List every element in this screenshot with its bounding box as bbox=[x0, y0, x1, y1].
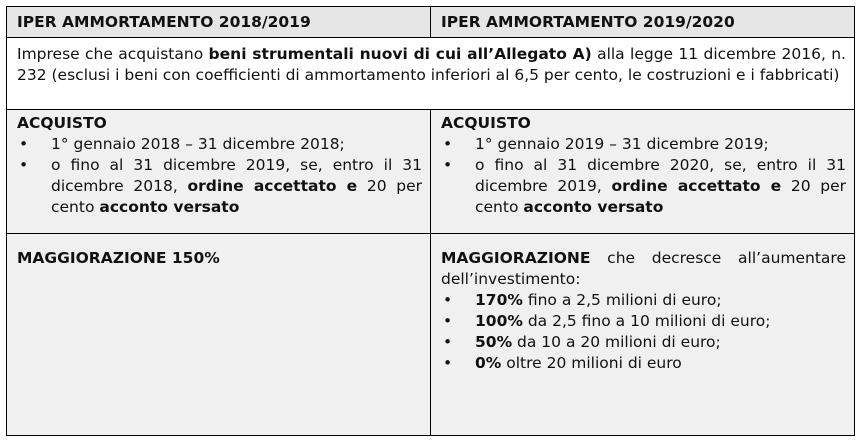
list-item bbox=[17, 155, 422, 218]
maggiorazione-right-desc-line bbox=[441, 248, 846, 290]
list-item bbox=[441, 353, 846, 374]
acquisto-right-item2-c: 20 per cento bbox=[475, 177, 846, 216]
acquisto-right-item2-b: ordine accettato e bbox=[611, 177, 782, 195]
acquisto-right-cell bbox=[431, 110, 855, 234]
acquisto-right-list bbox=[441, 134, 846, 218]
rate-value: 170% bbox=[475, 291, 523, 309]
acquisto-right-item2-d: acconto versato bbox=[523, 198, 664, 216]
acquisto-left-title: ACQUISTO bbox=[17, 114, 107, 132]
acquisto-right-item2-a: o fino al 31 dicembre 2020, se, entro il 31 dicembre 2019, bbox=[475, 156, 846, 195]
list-item bbox=[17, 134, 422, 155]
intro-row bbox=[7, 38, 855, 110]
intro-text-2: alla legge 11 dicembre 2016, n. 232 (esclusi i beni con coefficienti di ammortamento inferiori al 6,5 per cento, le costruzioni e i fabbricati) bbox=[17, 45, 846, 84]
acquisto-right-item1: 1° gennaio 2019 – 31 dicembre 2019; bbox=[475, 135, 769, 153]
acquisto-left-cell bbox=[7, 110, 431, 234]
acquisto-left-list bbox=[17, 134, 422, 218]
bullet-icon: • bbox=[443, 333, 453, 351]
header-cell-2018-2019 bbox=[7, 7, 431, 38]
rate-value: 0% bbox=[475, 354, 502, 372]
header-row bbox=[7, 7, 855, 38]
bullet-icon: • bbox=[443, 156, 453, 174]
header-cell-2019-2020 bbox=[431, 7, 855, 38]
acquisto-left-item2-a: o fino al 31 dicembre 2019, se, entro il 31 dicembre 2018, bbox=[51, 156, 422, 195]
bullet-icon: • bbox=[443, 312, 453, 330]
intro-text-1: Imprese che acquistano bbox=[17, 45, 209, 63]
bullet-icon: • bbox=[443, 354, 453, 372]
bullet-icon: • bbox=[443, 291, 453, 309]
maggiorazione-row bbox=[7, 234, 855, 436]
rate-value: 50% bbox=[475, 333, 513, 351]
maggiorazione-right-desc: che decresce all’aumentare dell’investimento: bbox=[441, 249, 846, 288]
acquisto-row bbox=[7, 110, 855, 234]
acquisto-right-title: ACQUISTO bbox=[441, 114, 531, 132]
maggiorazione-right-title: MAGGIORAZIONE bbox=[441, 249, 591, 267]
acquisto-left-item2-c: 20 per cento bbox=[51, 177, 422, 216]
rate-text: da 10 a 20 milioni di euro; bbox=[512, 333, 721, 351]
bullet-icon: • bbox=[19, 135, 29, 153]
list-item bbox=[441, 332, 846, 353]
header-title-2019-2020: IPER AMMORTAMENTO 2019/2020 bbox=[441, 12, 735, 31]
acquisto-left-item1: 1° gennaio 2018 – 31 dicembre 2018; bbox=[51, 135, 345, 153]
list-item bbox=[441, 311, 846, 332]
list-item bbox=[441, 290, 846, 311]
bullet-icon: • bbox=[443, 135, 453, 153]
rate-text: da 2,5 fino a 10 milioni di euro; bbox=[522, 312, 771, 330]
maggiorazione-right-cell bbox=[431, 234, 855, 436]
header-title-2018-2019: IPER AMMORTAMENTO 2018/2019 bbox=[17, 12, 311, 31]
intro-cell bbox=[7, 38, 855, 110]
maggiorazione-left-title: MAGGIORAZIONE 150% bbox=[17, 249, 220, 267]
list-item bbox=[441, 134, 846, 155]
rate-text: oltre 20 milioni di euro bbox=[501, 354, 682, 372]
bullet-icon: • bbox=[19, 156, 29, 174]
maggiorazione-right-list bbox=[441, 290, 846, 374]
list-item bbox=[441, 155, 846, 218]
iper-ammortamento-table bbox=[6, 6, 855, 436]
maggiorazione-left-cell bbox=[7, 234, 431, 436]
rate-text: fino a 2,5 milioni di euro; bbox=[522, 291, 722, 309]
acquisto-left-item2-d: acconto versato bbox=[99, 198, 240, 216]
intro-text-bold: beni strumentali nuovi di cui all’Allegato A) bbox=[208, 45, 592, 63]
rate-value: 100% bbox=[475, 312, 523, 330]
acquisto-left-item2-b: ordine accettato e bbox=[187, 177, 358, 195]
